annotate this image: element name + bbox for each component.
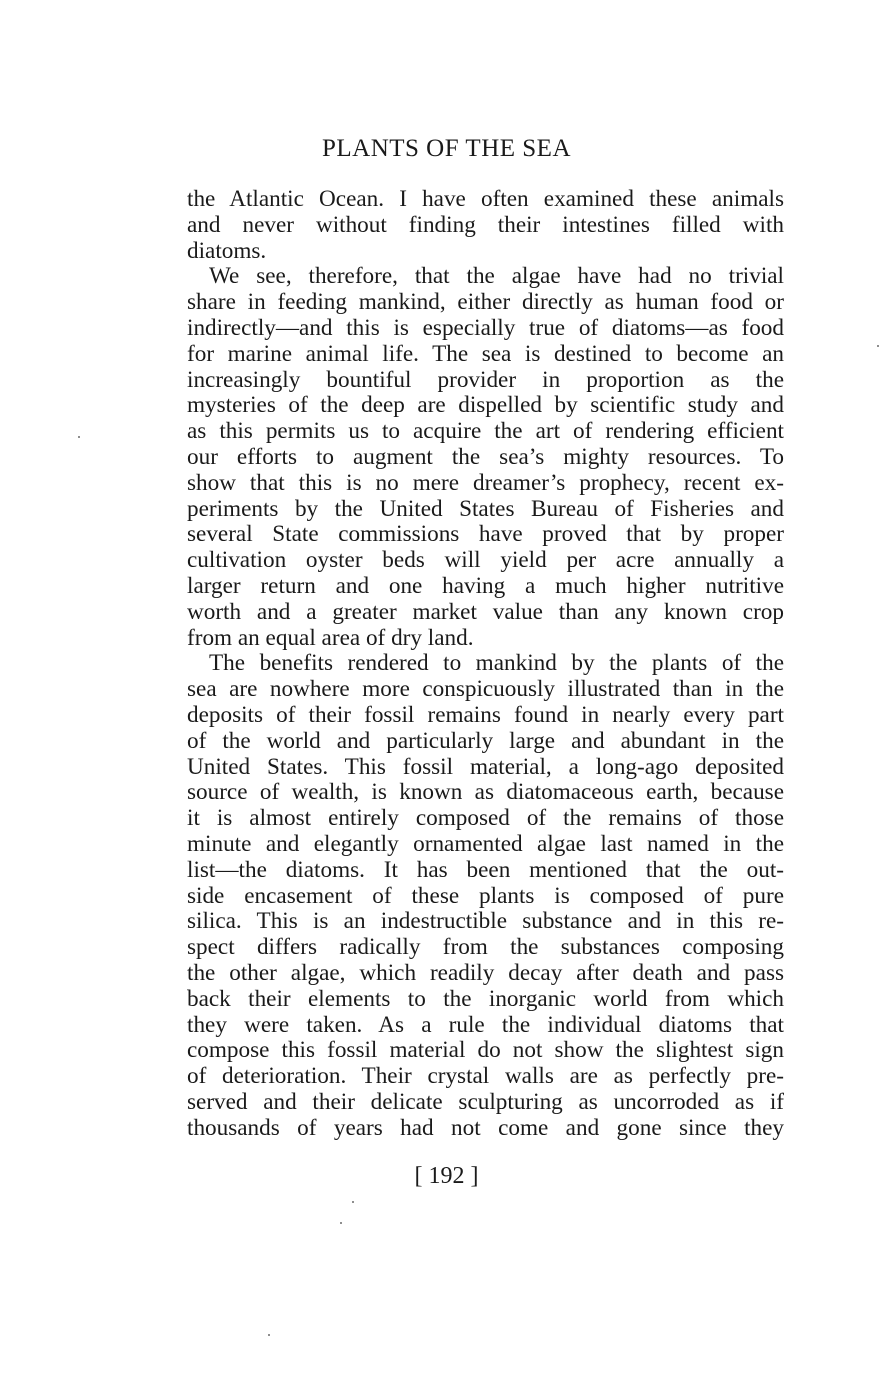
paper-speck (268, 1334, 270, 1336)
text-line: increasingly bountiful provider in proportion as the (187, 367, 784, 393)
text-line: several State commissions have proved that by proper (187, 522, 784, 548)
text-line: periments by the United States Bureau of Fisheries and (187, 496, 784, 522)
text-line: source of wealth, is known as diatomaceous earth, because (187, 780, 784, 806)
text-line: deposits of their fossil remains found in nearly every part (187, 702, 784, 728)
text-line: worth and a greater market value than any known crop (187, 599, 784, 625)
text-line: silica. This is an indestructible substance and in this re- (187, 909, 784, 935)
text-line: spect differs radically from the substances composing (187, 935, 784, 961)
text-line: from an equal area of dry land. (187, 625, 474, 651)
text-line: the other algae, which readily decay after death and pass (187, 960, 784, 986)
text-line: and never without finding their intestines filled with (187, 212, 784, 238)
paper-speck (877, 345, 879, 347)
text-line: compose this fossil material do not show the slightest sign (187, 1038, 784, 1064)
text-line: thousands of years had not come and gone since they (187, 1115, 784, 1141)
paper-speck (78, 436, 80, 438)
text-line: served and their delicate sculpturing as uncorroded as if (187, 1089, 784, 1115)
paper-speck (340, 1222, 342, 1224)
text-line: The benefits rendered to mankind by the plants of the (209, 651, 784, 677)
text-line: United States. This fossil material, a long-ago deposited (187, 754, 784, 780)
text-line: minute and elegantly ornamented algae last named in the (187, 831, 784, 857)
text-line: it is almost entirely composed of the remains of those (187, 806, 784, 832)
text-line: list—the diatoms. It has been mentioned that the out- (187, 857, 784, 883)
text-line: diatoms. (187, 238, 267, 264)
text-line: side encasement of these plants is composed of pure (187, 883, 784, 909)
text-line: cultivation oyster beds will yield per acre annually a (187, 548, 784, 574)
text-line: they were taken. As a rule the individual diatoms that (187, 1012, 784, 1038)
paper-speck (352, 1201, 354, 1203)
text-line: as this permits us to acquire the art of rendering efficient (187, 419, 784, 445)
running-head: PLANTS OF THE SEA (321, 135, 572, 162)
text-line: the Atlantic Ocean. I have often examined these animals (187, 187, 784, 212)
text-line: larger return and one having a much higher nutritive (187, 573, 784, 599)
text-line: indirectly—and this is especially true of diatoms—as food (187, 315, 784, 341)
page-number: [ 192 ] (414, 1163, 479, 1189)
text-line: back their elements to the inorganic world from which (187, 986, 784, 1012)
text-line: share in feeding mankind, either directly as human food or (187, 290, 784, 316)
text-line: sea are nowhere more conspicuously illustrated than in the (187, 677, 784, 703)
text-line: for marine animal life. The sea is destined to become an (187, 341, 784, 367)
text-line: We see, therefore, that the algae have had no trivial (209, 264, 784, 290)
text-line: show that this is no mere dreamer’s prophecy, recent ex- (187, 470, 784, 496)
text-line: mysteries of the deep are dispelled by scientific study and (187, 393, 784, 419)
text-line: of the world and particularly large and abundant in the (187, 728, 784, 754)
body-text (187, 187, 784, 1141)
text-line: our efforts to augment the sea’s mighty resources. To (187, 444, 784, 470)
text-line: of deterioration. Their crystal walls are as perfectly pre- (187, 1064, 784, 1090)
